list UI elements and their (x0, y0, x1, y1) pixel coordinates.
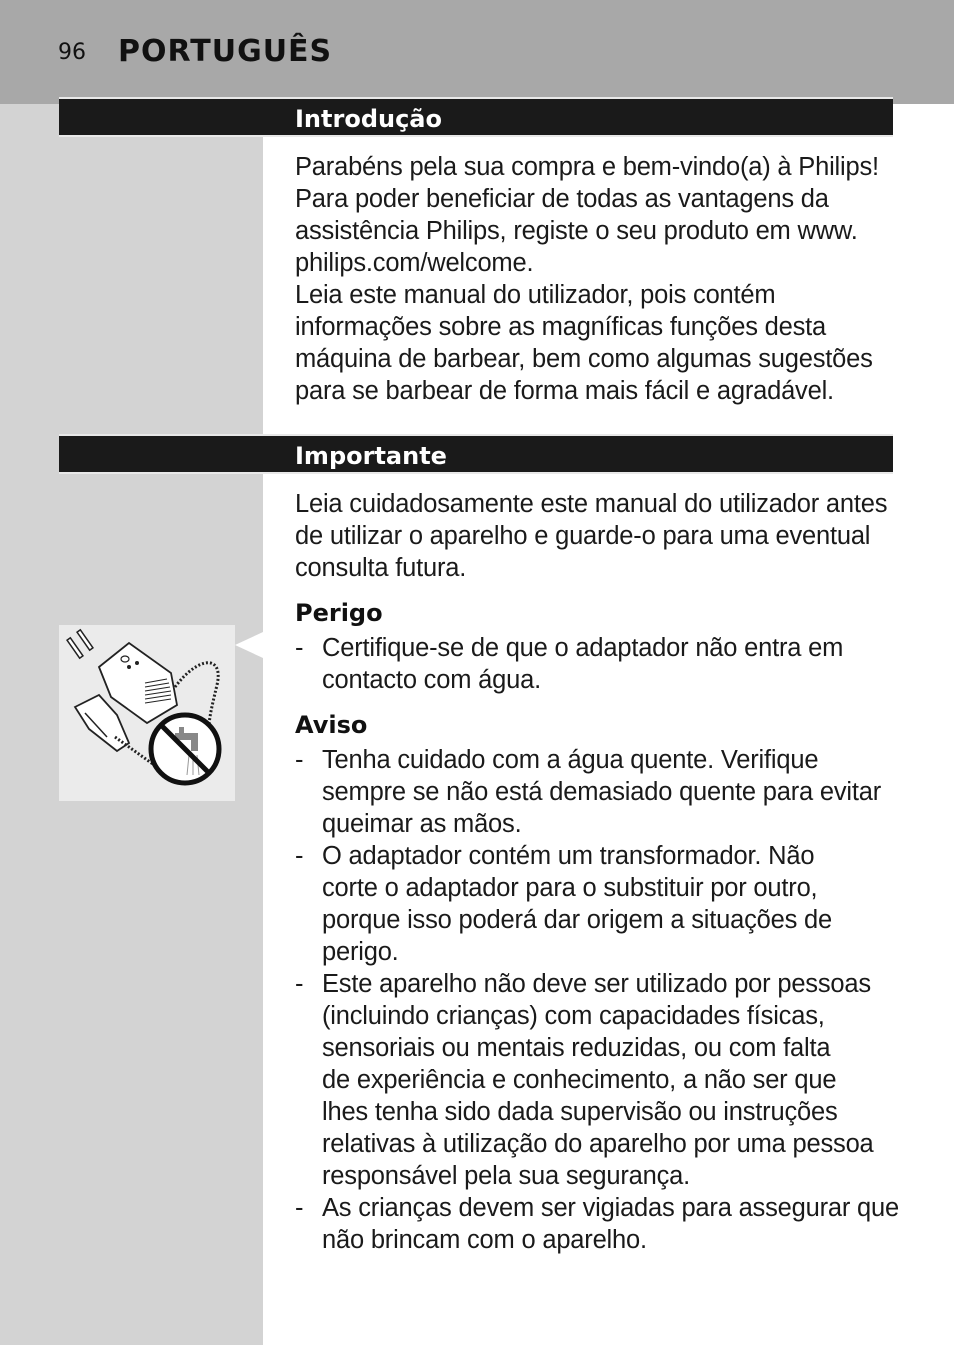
important-paragraph: Leia cuidadosamente este manual do utilizador antes de utilizar o aparelho e guarde-o para uma eventual consulta futura. (295, 490, 888, 582)
intro-text (295, 151, 905, 407)
important-text (295, 488, 905, 584)
list-item (295, 744, 905, 840)
section-header-intro (59, 97, 893, 137)
section-title-intro: Introdução (295, 105, 442, 133)
list-item-text: Este aparelho não deve ser utilizado por pessoas (incluindo crianças) com capacidades físicas, sensoriais ou mentais reduzidas, ou com falta de experiência e conhecimento, a não ser que lhes tenha sido dada supervisão ou instruções relativas à utilização do aparelho por uma pessoa responsável pela sua segurança. (322, 970, 874, 1190)
perigo-list (295, 632, 905, 696)
bullet-dash: - (295, 1194, 304, 1222)
adapter-no-water-icon (59, 625, 235, 801)
aviso-heading: Aviso (295, 711, 368, 739)
perigo-heading: Perigo (295, 599, 383, 627)
language-title: PORTUGUÊS (118, 34, 333, 69)
aviso-list (295, 744, 905, 1256)
list-item-text: As crianças devem ser vigiadas para assegurar que não brincam com o aparelho. (322, 1194, 899, 1254)
figure-pointer (235, 632, 263, 658)
page-number: 96 (58, 40, 86, 65)
list-item-text: Certifique-se de que o adaptador não entra em contacto com água. (322, 634, 844, 694)
bullet-dash: - (295, 634, 304, 662)
list-item (295, 1192, 905, 1256)
list-item (295, 632, 905, 696)
list-item-text: Tenha cuidado com a água quente. Verifique sempre se não está demasiado quente para evitar queimar as mãos. (322, 746, 882, 838)
bullet-dash: - (295, 970, 304, 998)
bullet-dash: - (295, 746, 304, 774)
section-title-important: Importante (295, 442, 447, 470)
list-item (295, 840, 905, 968)
list-item-text: O adaptador contém um transformador. Não corte o adaptador para o substituir por outro, porque isso poderá dar origem a situações de perigo. (322, 842, 833, 966)
list-item (295, 968, 905, 1192)
section-header-important (59, 434, 893, 474)
intro-paragraph: Parabéns pela sua compra e bem-vindo(a) à Philips! Para poder beneficiar de todas as vantagens da assistência Philips, registe o seu produto em www. philips.com/welcome. Leia este manual do utilizador, pois contém informações sobre as magníficas funções desta máquina de barbear, bem como algumas sugestões para se barbear de forma mais fácil e agradável. (295, 153, 879, 405)
bullet-dash: - (295, 842, 304, 870)
